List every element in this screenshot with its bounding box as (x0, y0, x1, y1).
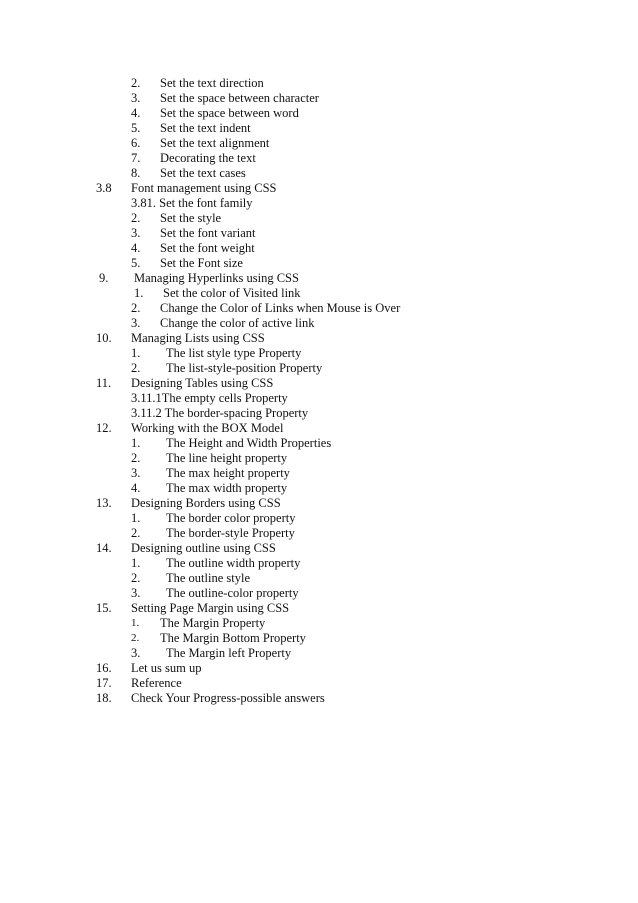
section-heading (0, 691, 638, 706)
item-text: Designing Tables using CSS (131, 376, 274, 390)
item-number: 14. (96, 541, 112, 555)
list-item (0, 106, 638, 121)
item-text: The border-style Property (166, 526, 295, 540)
list-item (0, 586, 638, 601)
item-number: 1. (131, 436, 141, 450)
item-text: Designing outline using CSS (131, 541, 276, 555)
item-number: 7. (131, 151, 141, 165)
section-heading (0, 661, 638, 676)
list-item (0, 526, 638, 541)
item-number: 5. (131, 121, 141, 135)
list-item (0, 196, 638, 211)
item-text: Working with the BOX Model (131, 421, 284, 435)
section-heading (0, 421, 638, 436)
item-text: The Margin Property (160, 616, 266, 630)
section-heading (0, 676, 638, 691)
list-item (0, 511, 638, 526)
list-item (0, 481, 638, 496)
item-text: Set the text cases (160, 166, 246, 180)
item-number: 12. (96, 421, 112, 435)
list-item (0, 256, 638, 271)
section-heading (0, 376, 638, 391)
item-text: The list-style-position Property (166, 361, 323, 375)
item-number: 1. (131, 556, 141, 570)
section-heading (0, 181, 638, 196)
item-text: The line height property (166, 451, 288, 465)
item-number: 17. (96, 676, 112, 690)
item-number: 2. (131, 211, 141, 225)
item-number: 3. (131, 466, 141, 480)
list-item (0, 406, 638, 421)
item-number: 2. (131, 301, 141, 315)
table-of-contents (0, 76, 638, 706)
item-number: 3. (131, 646, 141, 660)
item-text: Decorating the text (160, 151, 256, 165)
item-number: 2. (131, 526, 141, 540)
item-number: 1. (131, 617, 140, 629)
item-number: 2. (131, 76, 141, 90)
item-number: 3.8 (96, 181, 112, 195)
item-number: 2. (131, 632, 140, 644)
item-number: 15. (96, 601, 112, 615)
item-text: Change the color of active link (160, 316, 315, 330)
item-number: 2. (131, 451, 141, 465)
item-number: 5. (131, 256, 141, 270)
item-number: 16. (96, 661, 112, 675)
item-text: Set the style (160, 211, 222, 225)
item-text: Set the font variant (160, 226, 256, 240)
list-item (0, 316, 638, 331)
list-item (0, 616, 638, 631)
item-text: Set the Font size (160, 256, 243, 270)
item-number: 1. (131, 346, 141, 360)
item-number: 4. (131, 106, 141, 120)
item-text: Set the text direction (160, 76, 264, 90)
item-text: Setting Page Margin using CSS (131, 601, 290, 615)
item-text: Set the font weight (160, 241, 255, 255)
list-item (0, 646, 638, 661)
item-text: Managing Lists using CSS (131, 331, 265, 345)
item-text: Set the text alignment (160, 136, 270, 150)
item-text: Set the text indent (160, 121, 251, 135)
list-item (0, 151, 638, 166)
item-number: 3. (131, 316, 141, 330)
item-text: Change the Color of Links when Mouse is Over (160, 301, 401, 315)
item-number: 13. (96, 496, 112, 510)
list-item (0, 361, 638, 376)
list-item (0, 211, 638, 226)
item-number: 1. (131, 511, 141, 525)
list-item (0, 136, 638, 151)
item-text: The max height property (166, 466, 290, 480)
item-number: 4. (131, 241, 141, 255)
item-number: 11. (96, 376, 112, 390)
list-item (0, 76, 638, 91)
item-text: Reference (131, 676, 182, 690)
list-item (0, 571, 638, 586)
item-number: 3. (131, 586, 141, 600)
item-text: Set the space between character (160, 91, 319, 105)
section-heading (0, 331, 638, 346)
item-number: 4. (131, 481, 141, 495)
list-item (0, 241, 638, 256)
list-item (0, 346, 638, 361)
item-number: 18. (96, 691, 112, 705)
item-text: Set the color of Visited link (163, 286, 301, 300)
item-number: 1. (134, 286, 144, 300)
list-item (0, 91, 638, 106)
item-text: The max width property (166, 481, 288, 495)
list-item (0, 451, 638, 466)
item-number: 9. (99, 271, 109, 285)
item-number: 6. (131, 136, 141, 150)
item-text: 3.11.2 The border-spacing Property (131, 406, 309, 420)
list-item (0, 301, 638, 316)
list-item (0, 391, 638, 406)
list-item (0, 436, 638, 451)
item-number: 10. (96, 331, 112, 345)
section-heading (0, 496, 638, 511)
item-text: Designing Borders using CSS (131, 496, 281, 510)
list-item (0, 631, 638, 646)
item-text: The outline style (166, 571, 251, 585)
list-item (0, 286, 638, 301)
item-text: Set the space between word (160, 106, 299, 120)
item-text: Check Your Progress-possible answers (131, 691, 325, 705)
item-text: The outline-color property (166, 586, 299, 600)
list-item (0, 121, 638, 136)
item-number: 3. (131, 226, 141, 240)
item-text: 3.11.1The empty cells Property (131, 391, 288, 405)
item-text: The Height and Width Properties (166, 436, 332, 450)
list-item (0, 166, 638, 181)
list-item (0, 226, 638, 241)
item-number: 2. (131, 361, 141, 375)
item-text: The list style type Property (166, 346, 302, 360)
section-heading (0, 601, 638, 616)
item-text: The Margin left Property (166, 646, 292, 660)
item-text: The Margin Bottom Property (160, 631, 306, 645)
section-heading (0, 271, 638, 286)
item-number: 3. (131, 91, 141, 105)
item-text: Managing Hyperlinks using CSS (134, 271, 299, 285)
item-text: Let us sum up (131, 661, 202, 675)
item-number: 8. (131, 166, 141, 180)
list-item (0, 466, 638, 481)
item-text: Font management using CSS (131, 181, 277, 195)
item-text: 3.81. Set the font family (131, 196, 253, 210)
list-item (0, 556, 638, 571)
item-number: 2. (131, 571, 141, 585)
item-text: The border color property (166, 511, 296, 525)
section-heading (0, 541, 638, 556)
item-text: The outline width property (166, 556, 301, 570)
